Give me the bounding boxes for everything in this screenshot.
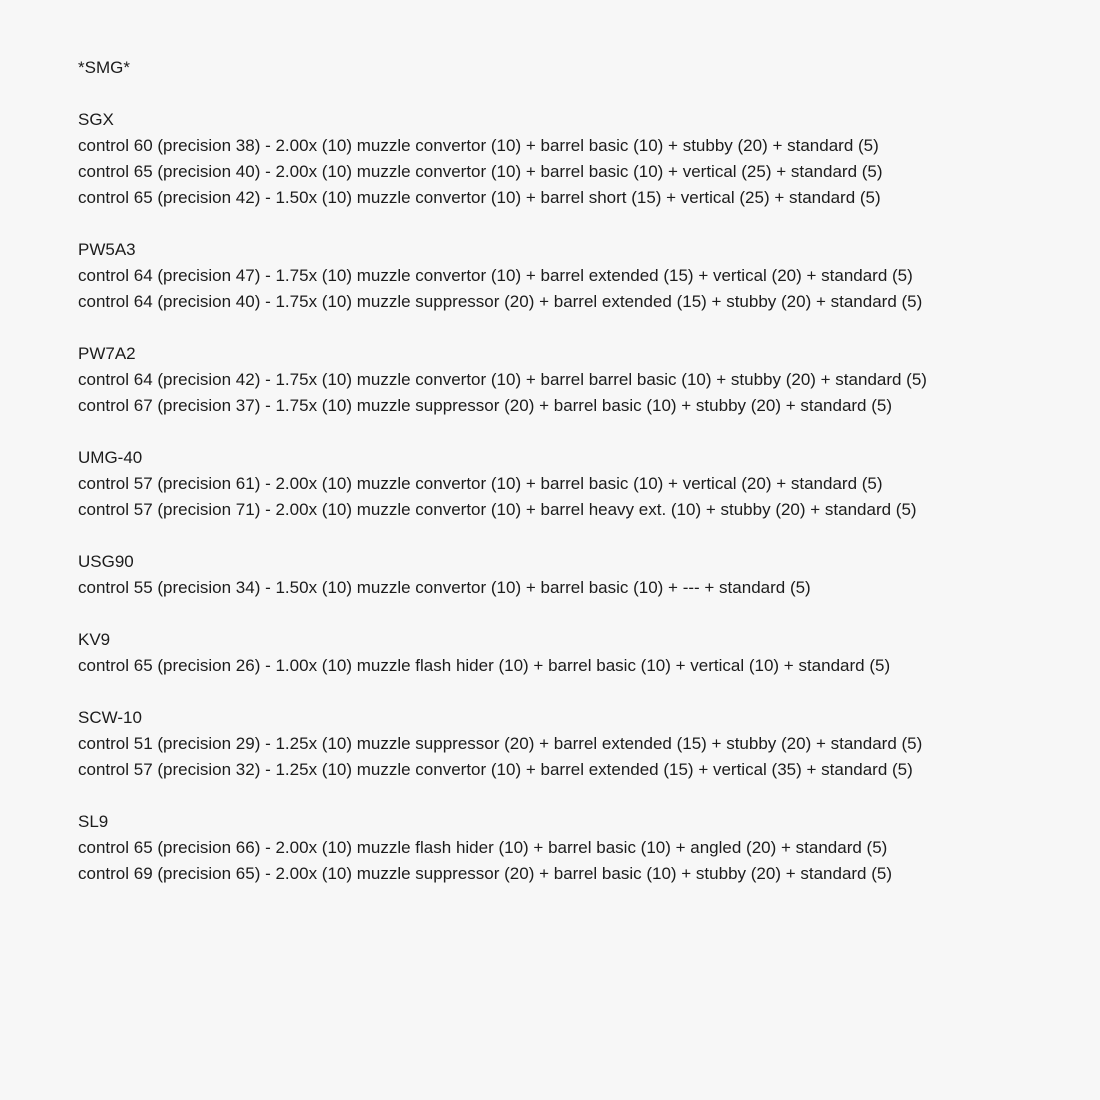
loadout-line: control 65 (precision 66) - 2.00x (10) muzzle flash hider (10) + barrel basic (10) + angled (20) + standard (5) bbox=[78, 838, 888, 857]
section-title: SL9 bbox=[78, 812, 109, 831]
loadout-line: control 65 (precision 40) - 2.00x (10) muzzle convertor (10) + barrel basic (10) + vertical (25) + standard (5) bbox=[78, 162, 883, 181]
section-title: PW5A3 bbox=[78, 240, 136, 259]
loadout-line: control 57 (precision 71) - 2.00x (10) muzzle convertor (10) + barrel heavy ext. (10) + stubby (20) + standard (5) bbox=[78, 500, 917, 519]
loadout-line: control 51 (precision 29) - 1.25x (10) muzzle suppressor (20) + barrel extended (15) + stubby (20) + standard (5) bbox=[78, 734, 923, 753]
section-sgx bbox=[78, 107, 1060, 211]
loadout-line: control 57 (precision 61) - 2.00x (10) muzzle convertor (10) + barrel basic (10) + vertical (20) + standard (5) bbox=[78, 474, 883, 493]
document-body bbox=[78, 55, 1060, 913]
loadout-line: control 64 (precision 40) - 1.75x (10) muzzle suppressor (20) + barrel extended (15) + stubby (20) + standard (5) bbox=[78, 292, 923, 311]
section-title: USG90 bbox=[78, 552, 134, 571]
section-pw7a2 bbox=[78, 341, 1060, 419]
loadout-line: control 65 (precision 42) - 1.50x (10) muzzle convertor (10) + barrel short (15) + vertical (25) + standard (5) bbox=[78, 188, 881, 207]
section-pw5a3 bbox=[78, 237, 1060, 315]
loadout-line: control 64 (precision 47) - 1.75x (10) muzzle convertor (10) + barrel extended (15) + vertical (20) + standard (5) bbox=[78, 266, 913, 285]
loadout-line: control 69 (precision 65) - 2.00x (10) muzzle suppressor (20) + barrel basic (10) + stubby (20) + standard (5) bbox=[78, 864, 893, 883]
section-scw-10 bbox=[78, 705, 1060, 783]
section-title: SCW-10 bbox=[78, 708, 142, 727]
page-title: *SMG* bbox=[78, 58, 130, 77]
loadout-line: control 55 (precision 34) - 1.50x (10) muzzle convertor (10) + barrel basic (10) + --- + standard (5) bbox=[78, 578, 811, 597]
loadout-line: control 57 (precision 32) - 1.25x (10) muzzle convertor (10) + barrel extended (15) + vertical (35) + standard (5) bbox=[78, 760, 913, 779]
loadout-line: control 64 (precision 42) - 1.75x (10) muzzle convertor (10) + barrel barrel basic (10) + stubby (20) + standard (5) bbox=[78, 370, 927, 389]
loadout-line: control 60 (precision 38) - 2.00x (10) muzzle convertor (10) + barrel basic (10) + stubby (20) + standard (5) bbox=[78, 136, 879, 155]
loadout-line: control 65 (precision 26) - 1.00x (10) muzzle flash hider (10) + barrel basic (10) + vertical (10) + standard (5) bbox=[78, 656, 891, 675]
section-title: UMG-40 bbox=[78, 448, 143, 467]
section-kv9 bbox=[78, 627, 1060, 679]
loadout-line: control 67 (precision 37) - 1.75x (10) muzzle suppressor (20) + barrel basic (10) + stubby (20) + standard (5) bbox=[78, 396, 893, 415]
section-sl9 bbox=[78, 809, 1060, 887]
section-title: SGX bbox=[78, 110, 114, 129]
section-title: PW7A2 bbox=[78, 344, 136, 363]
section-title: KV9 bbox=[78, 630, 111, 649]
section-usg90 bbox=[78, 549, 1060, 601]
section-umg-40 bbox=[78, 445, 1060, 523]
